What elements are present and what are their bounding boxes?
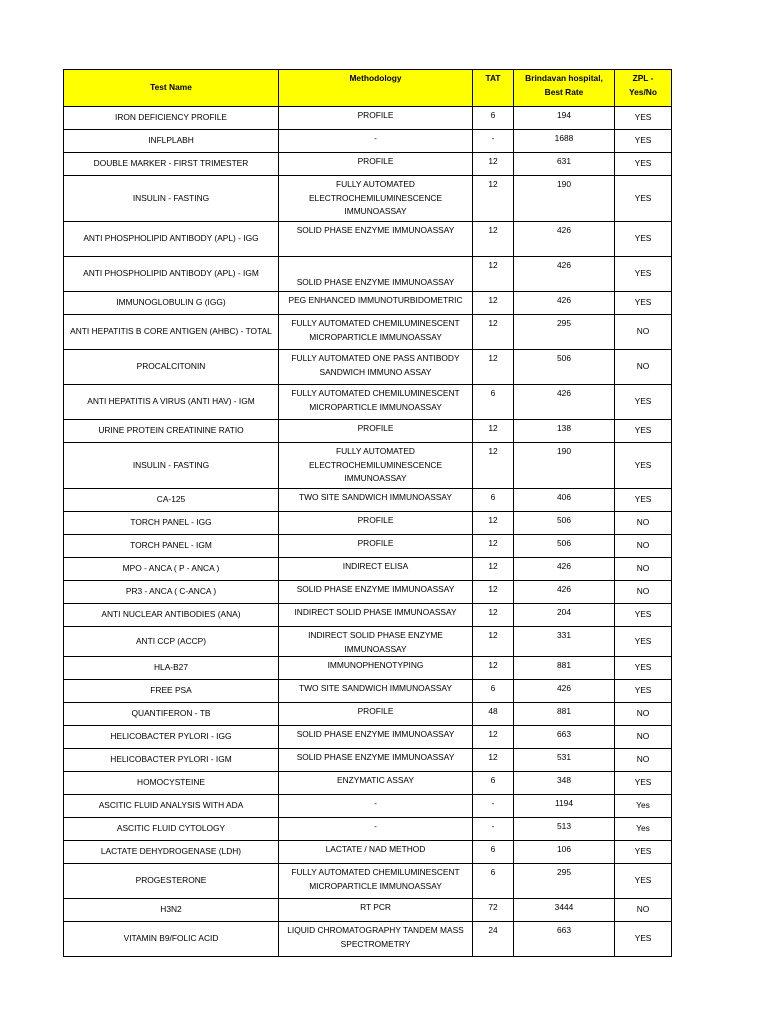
table-row — [64, 841, 672, 864]
methodology-cell: FULLY AUTOMATED CHEMILUMINESCENT MICROPARTICLE IMMUNOASSAY — [279, 315, 473, 350]
methodology-cell: PROFILE — [279, 703, 473, 726]
tat-cell: 12 — [473, 512, 514, 535]
table-row — [64, 818, 672, 841]
methodology-cell: TWO SITE SANDWICH IMMUNOASSAY — [279, 489, 473, 512]
test-name-cell: QUANTIFERON - TB — [64, 703, 279, 726]
methodology-cell: PROFILE — [279, 512, 473, 535]
test-name-cell: HLA-B27 — [64, 657, 279, 680]
test-name-cell: URINE PROTEIN CREATININE RATIO — [64, 420, 279, 443]
tat-cell: - — [473, 130, 514, 153]
methodology-cell: SOLID PHASE ENZYME IMMUNOASSAY — [279, 749, 473, 772]
rate-cell: 881 — [514, 657, 615, 680]
test-name-cell: ANTI NUCLEAR ANTIBODIES (ANA) — [64, 604, 279, 627]
zpl-cell: YES — [615, 680, 672, 703]
table-row — [64, 443, 672, 489]
methodology-cell: RT PCR — [279, 899, 473, 922]
methodology-cell: FULLY AUTOMATED CHEMILUMINESCENT MICROPARTICLE IMMUNOASSAY — [279, 385, 473, 420]
methodology-cell: SOLID PHASE ENZYME IMMUNOASSAY — [279, 581, 473, 604]
test-name-cell: INSULIN - FASTING — [64, 176, 279, 222]
tat-cell: 12 — [473, 581, 514, 604]
table-row — [64, 581, 672, 604]
test-name-cell: INFLPLABH — [64, 130, 279, 153]
rate-cell: 106 — [514, 841, 615, 864]
rate-cell: 426 — [514, 292, 615, 315]
tat-cell: 12 — [473, 749, 514, 772]
table-row — [64, 420, 672, 443]
test-name-cell: TORCH PANEL - IGG — [64, 512, 279, 535]
rate-cell: 190 — [514, 443, 615, 489]
test-name-cell: H3N2 — [64, 899, 279, 922]
zpl-cell: YES — [615, 153, 672, 176]
tat-cell: 6 — [473, 680, 514, 703]
table-row — [64, 703, 672, 726]
methodology-header: Methodology — [279, 70, 473, 107]
tat-cell: 6 — [473, 772, 514, 795]
table-row — [64, 726, 672, 749]
lab-test-rate-table — [63, 69, 672, 957]
rate-cell: 663 — [514, 922, 615, 957]
tat-cell: 12 — [473, 535, 514, 558]
zpl-cell: YES — [615, 385, 672, 420]
table-body — [64, 107, 672, 957]
zpl-cell: YES — [615, 107, 672, 130]
test-name-cell: ANTI HEPATITIS A VIRUS (ANTI HAV) - IGM — [64, 385, 279, 420]
zpl-cell: YES — [615, 443, 672, 489]
table-row — [64, 899, 672, 922]
tat-cell: 12 — [473, 726, 514, 749]
rate-cell: 513 — [514, 818, 615, 841]
test-name-cell: MPO - ANCA ( P - ANCA ) — [64, 558, 279, 581]
table-row — [64, 604, 672, 627]
tat-cell: - — [473, 795, 514, 818]
rate-cell: 138 — [514, 420, 615, 443]
tat-cell: 6 — [473, 841, 514, 864]
test-name-cell: ASCITIC FLUID CYTOLOGY — [64, 818, 279, 841]
rate-cell: 331 — [514, 627, 615, 657]
zpl-cell: YES — [615, 489, 672, 512]
zpl-cell: NO — [615, 749, 672, 772]
rate-cell: 194 — [514, 107, 615, 130]
methodology-cell: - — [279, 818, 473, 841]
rate-cell: 531 — [514, 749, 615, 772]
test-name-cell: ANTI HEPATITIS B CORE ANTIGEN (AHBC) - TOTAL — [64, 315, 279, 350]
test-name-cell: ANTI PHOSPHOLIPID ANTIBODY (APL) - IGG — [64, 222, 279, 257]
zpl-cell: YES — [615, 772, 672, 795]
methodology-cell: ENZYMATIC ASSAY — [279, 772, 473, 795]
table-row — [64, 749, 672, 772]
table-row — [64, 315, 672, 350]
zpl-cell: NO — [615, 350, 672, 385]
methodology-cell: PEG ENHANCED IMMUNOTURBIDOMETRIC — [279, 292, 473, 315]
zpl-cell: NO — [615, 558, 672, 581]
zpl-cell: YES — [615, 841, 672, 864]
zpl-cell: Yes — [615, 818, 672, 841]
test-name-cell: HOMOCYSTEINE — [64, 772, 279, 795]
zpl-cell: YES — [615, 292, 672, 315]
table-header — [64, 70, 672, 107]
table-row — [64, 922, 672, 957]
rate-cell: 426 — [514, 558, 615, 581]
methodology-cell: PROFILE — [279, 420, 473, 443]
table-row — [64, 558, 672, 581]
zpl-cell: NO — [615, 535, 672, 558]
zpl-cell: NO — [615, 726, 672, 749]
rate-header: Brindavan hospital, Best Rate — [514, 70, 615, 107]
methodology-cell: SOLID PHASE ENZYME IMMUNOASSAY — [279, 257, 473, 292]
table-row — [64, 385, 672, 420]
tat-cell: 72 — [473, 899, 514, 922]
methodology-cell: SOLID PHASE ENZYME IMMUNOASSAY — [279, 222, 473, 257]
tat-cell: 12 — [473, 443, 514, 489]
test-name-cell: INSULIN - FASTING — [64, 443, 279, 489]
rate-cell: 426 — [514, 581, 615, 604]
methodology-cell: LACTATE / NAD METHOD — [279, 841, 473, 864]
test-name-cell: IMMUNOGLOBULIN G (IGG) — [64, 292, 279, 315]
zpl-cell: Yes — [615, 795, 672, 818]
rate-cell: 426 — [514, 680, 615, 703]
rate-cell: 204 — [514, 604, 615, 627]
table-row — [64, 535, 672, 558]
methodology-cell: PROFILE — [279, 535, 473, 558]
zpl-cell: NO — [615, 581, 672, 604]
table-row — [64, 512, 672, 535]
test-name-cell: PROGESTERONE — [64, 864, 279, 899]
rate-cell: 881 — [514, 703, 615, 726]
rate-cell: 663 — [514, 726, 615, 749]
tat-cell: - — [473, 818, 514, 841]
test-name-cell: DOUBLE MARKER - FIRST TRIMESTER — [64, 153, 279, 176]
zpl-cell: YES — [615, 222, 672, 257]
methodology-cell: INDIRECT SOLID PHASE IMMUNOASSAY — [279, 604, 473, 627]
zpl-cell: YES — [615, 657, 672, 680]
table-row — [64, 795, 672, 818]
methodology-cell: PROFILE — [279, 153, 473, 176]
methodology-cell: LIQUID CHROMATOGRAPHY TANDEM MASS SPECTROMETRY — [279, 922, 473, 957]
methodology-cell: - — [279, 795, 473, 818]
rate-cell: 426 — [514, 257, 615, 292]
rate-cell: 1688 — [514, 130, 615, 153]
table-row — [64, 657, 672, 680]
methodology-cell: FULLY AUTOMATED ELECTROCHEMILUMINESCENCE IMMUNOASSAY — [279, 443, 473, 489]
tat-cell: 12 — [473, 315, 514, 350]
table-row — [64, 680, 672, 703]
tat-cell: 12 — [473, 350, 514, 385]
test-name-cell: PR3 - ANCA ( C-ANCA ) — [64, 581, 279, 604]
tat-cell: 48 — [473, 703, 514, 726]
table-row — [64, 107, 672, 130]
methodology-cell: INDIRECT SOLID PHASE ENZYME IMMUNOASSAY — [279, 627, 473, 657]
test-name-header: Test Name — [64, 70, 279, 107]
tat-header: TAT — [473, 70, 514, 107]
tat-cell: 6 — [473, 385, 514, 420]
table-row — [64, 222, 672, 257]
tat-cell: 12 — [473, 627, 514, 657]
test-name-cell: ASCITIC FLUID ANALYSIS WITH ADA — [64, 795, 279, 818]
test-name-cell: ANTI PHOSPHOLIPID ANTIBODY (APL) - IGM — [64, 257, 279, 292]
tat-cell: 6 — [473, 489, 514, 512]
methodology-cell: INDIRECT ELISA — [279, 558, 473, 581]
test-name-cell: FREE PSA — [64, 680, 279, 703]
table-row — [64, 627, 672, 657]
rate-cell: 190 — [514, 176, 615, 222]
rate-cell: 295 — [514, 315, 615, 350]
methodology-cell: FULLY AUTOMATED ONE PASS ANTIBODY SANDWICH IMMUNO ASSAY — [279, 350, 473, 385]
zpl-cell: NO — [615, 512, 672, 535]
methodology-cell: SOLID PHASE ENZYME IMMUNOASSAY — [279, 726, 473, 749]
tat-cell: 6 — [473, 864, 514, 899]
test-name-cell: PROCALCITONIN — [64, 350, 279, 385]
zpl-cell: YES — [615, 864, 672, 899]
zpl-cell: YES — [615, 604, 672, 627]
tat-cell: 24 — [473, 922, 514, 957]
rate-cell: 426 — [514, 222, 615, 257]
rate-cell: 631 — [514, 153, 615, 176]
test-name-cell: HELICOBACTER PYLORI - IGM — [64, 749, 279, 772]
zpl-cell: NO — [615, 899, 672, 922]
table-row — [64, 350, 672, 385]
rate-cell: 506 — [514, 350, 615, 385]
tat-cell: 12 — [473, 153, 514, 176]
test-name-cell: LACTATE DEHYDROGENASE (LDH) — [64, 841, 279, 864]
zpl-cell: YES — [615, 627, 672, 657]
rate-cell: 1194 — [514, 795, 615, 818]
tat-cell: 12 — [473, 222, 514, 257]
methodology-cell: IMMUNOPHENOTYPING — [279, 657, 473, 680]
tat-cell: 12 — [473, 657, 514, 680]
rate-cell: 426 — [514, 385, 615, 420]
zpl-cell: YES — [615, 257, 672, 292]
methodology-cell: - — [279, 130, 473, 153]
test-name-cell: IRON DEFICIENCY PROFILE — [64, 107, 279, 130]
tat-cell: 12 — [473, 420, 514, 443]
table-row — [64, 772, 672, 795]
tat-cell: 12 — [473, 292, 514, 315]
methodology-cell: FULLY AUTOMATED CHEMILUMINESCENT MICROPARTICLE IMMUNOASSAY — [279, 864, 473, 899]
tat-cell: 12 — [473, 257, 514, 292]
tat-cell: 12 — [473, 176, 514, 222]
zpl-header: ZPL - Yes/No — [615, 70, 672, 107]
tat-cell: 12 — [473, 604, 514, 627]
rate-cell: 295 — [514, 864, 615, 899]
zpl-cell: NO — [615, 315, 672, 350]
test-name-cell: ANTI CCP (ACCP) — [64, 627, 279, 657]
zpl-cell: YES — [615, 420, 672, 443]
tat-cell: 6 — [473, 107, 514, 130]
table-row — [64, 153, 672, 176]
test-name-cell: CA-125 — [64, 489, 279, 512]
methodology-cell: PROFILE — [279, 107, 473, 130]
zpl-cell: YES — [615, 176, 672, 222]
test-name-cell: TORCH PANEL - IGM — [64, 535, 279, 558]
rate-cell: 506 — [514, 512, 615, 535]
rate-cell: 406 — [514, 489, 615, 512]
zpl-cell: YES — [615, 922, 672, 957]
methodology-cell: TWO SITE SANDWICH IMMUNOASSAY — [279, 680, 473, 703]
header-row — [64, 70, 672, 107]
table-row — [64, 864, 672, 899]
rate-cell: 3444 — [514, 899, 615, 922]
rate-cell: 348 — [514, 772, 615, 795]
table-row — [64, 257, 672, 292]
zpl-cell: YES — [615, 130, 672, 153]
rate-cell: 506 — [514, 535, 615, 558]
test-name-cell: VITAMIN B9/FOLIC ACID — [64, 922, 279, 957]
zpl-cell: NO — [615, 703, 672, 726]
table-row — [64, 176, 672, 222]
test-name-cell: HELICOBACTER PYLORI - IGG — [64, 726, 279, 749]
table-row — [64, 130, 672, 153]
table-row — [64, 489, 672, 512]
methodology-cell: FULLY AUTOMATED ELECTROCHEMILUMINESCENCE IMMUNOASSAY — [279, 176, 473, 222]
tat-cell: 12 — [473, 558, 514, 581]
table-row — [64, 292, 672, 315]
